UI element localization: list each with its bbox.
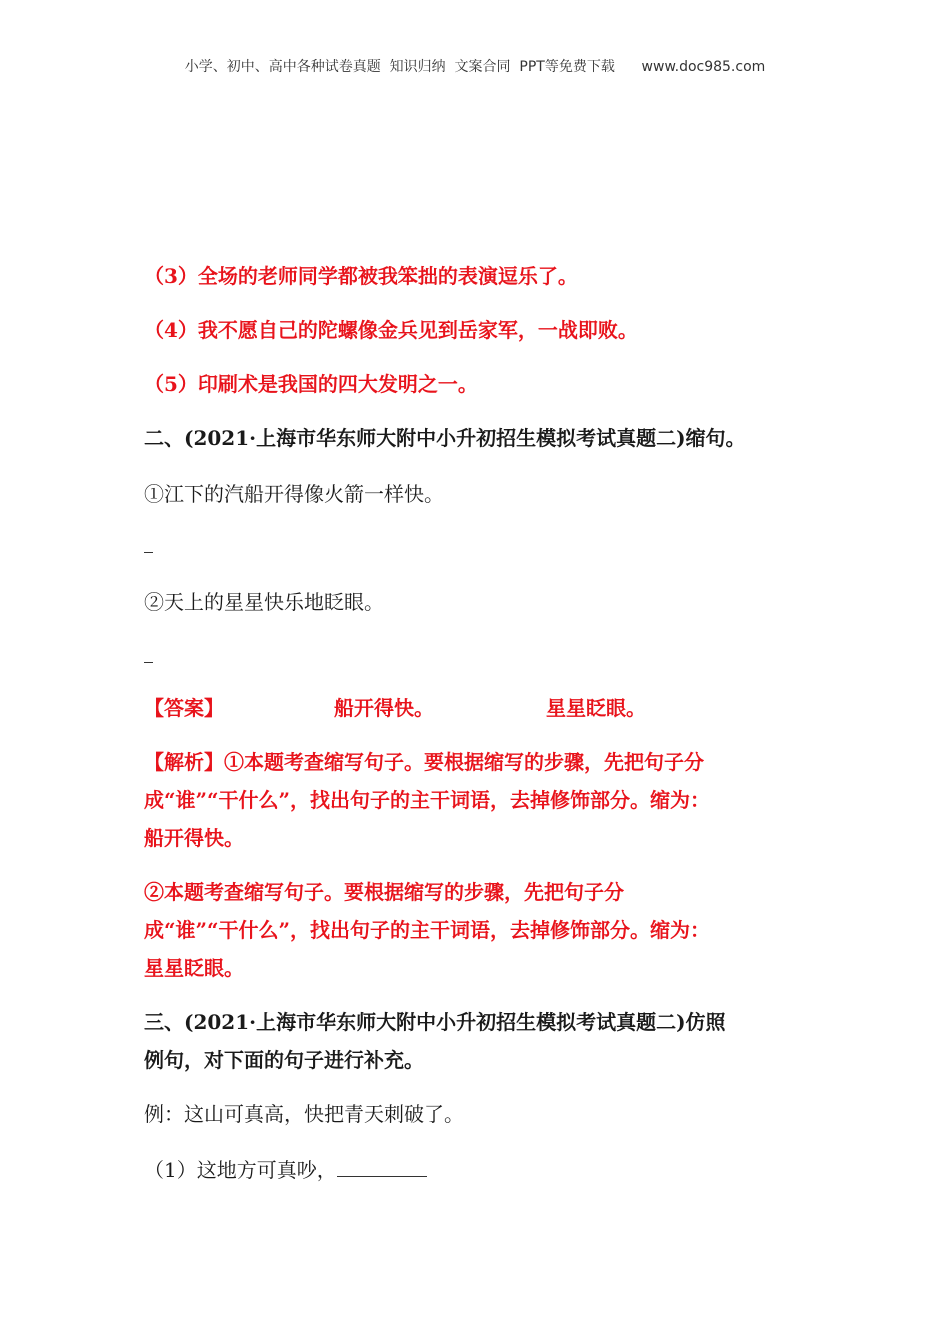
header-text: 小学、初中、高中各种试卷真题 知识归纳 文案合同 PPT等免费下载: [184, 59, 615, 75]
section2-question-2: ②天上的星星快乐地眨眼。: [144, 590, 384, 614]
section2-question-1: ①江下的汽船开得像火箭一样快。: [144, 482, 444, 506]
answer-line-4: （4）我不愿自己的陀螺像金兵见到岳家军，一战即败。: [144, 318, 638, 342]
answer-label: 【答案】: [144, 696, 224, 720]
analysis-line-1: 【解析】①本题考查缩写句子。要根据缩写的步骤，先把句子分: [144, 750, 704, 774]
answer-blank-1: [144, 552, 153, 553]
page-header: [0, 56, 950, 76]
section3-question-1: [144, 1154, 824, 1184]
analysis-line-2: 成“谁”“干什么”，找出句子的主干词语，去掉修饰部分。缩为：: [144, 788, 711, 812]
section2-title: 二、(2021·上海市华东师大附中小升初招生模拟考试真题二)缩句。: [144, 426, 746, 450]
analysis-line-6: 星星眨眼。: [144, 956, 244, 980]
header-site: www.doc985.com: [641, 59, 766, 75]
answer-value-1: 船开得快。: [334, 696, 434, 720]
answer-value-2: 星星眨眼。: [546, 696, 646, 720]
section3-question-1-text: （1）这地方可真吵，: [144, 1158, 337, 1182]
section3-title-line-2: 例句，对下面的句子进行补充。: [144, 1048, 424, 1072]
answer-line-3: （3）全场的老师同学都被我笨拙的表演逗乐了。: [144, 264, 578, 288]
fill-in-blank: [337, 1154, 427, 1177]
section3-example: 例：这山可真高，快把青天刺破了。: [144, 1102, 464, 1126]
section3-title-line-1: 三、(2021·上海市华东师大附中小升初招生模拟考试真题二)仿照: [144, 1010, 726, 1034]
analysis-line-5: 成“谁”“干什么”，找出句子的主干词语，去掉修饰部分。缩为：: [144, 918, 711, 942]
answer-blank-2: [144, 662, 153, 663]
analysis-line-4: ②本题考查缩写句子。要根据缩写的步骤，先把句子分: [144, 880, 624, 904]
analysis-line-3: 船开得快。: [144, 826, 244, 850]
answer-line-5: （5）印刷术是我国的四大发明之一。: [144, 372, 478, 396]
